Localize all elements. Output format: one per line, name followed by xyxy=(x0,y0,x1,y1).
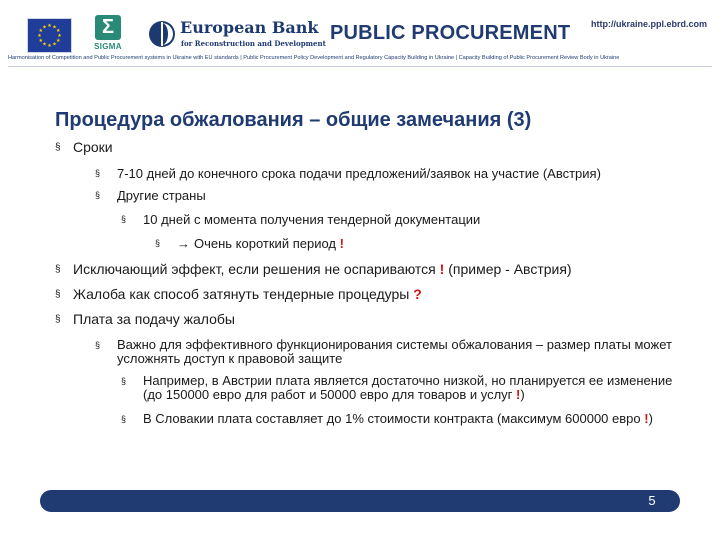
bullet-text: 7-10 дней до конечного срока подачи предложений/заявок на участие (Австрия) xyxy=(117,166,601,181)
svg-text:★: ★ xyxy=(55,38,61,44)
closing-paren: ) xyxy=(648,411,653,426)
footer-bar xyxy=(40,490,680,512)
bullet-text xyxy=(143,374,681,402)
sigma-logo xyxy=(92,15,124,53)
question-mark: ? xyxy=(413,286,422,302)
closing-paren: ) xyxy=(520,387,525,402)
svg-text:★: ★ xyxy=(57,33,62,39)
ebrd-subtitle: for Reconstruction and Development xyxy=(181,39,326,48)
exclamation-mark: ! xyxy=(439,261,445,277)
svg-text:★: ★ xyxy=(37,33,42,39)
eu-flag-logo xyxy=(27,18,72,53)
ebrd-emblem-icon xyxy=(148,20,176,48)
bullet-text: Важно для эффективного функционирования системы обжалования – размер платы может усложнять доступ к правовой защите xyxy=(117,337,672,366)
svg-text:★: ★ xyxy=(38,38,44,44)
bullet-text: Сроки xyxy=(73,139,113,155)
exclamation-mark: ! xyxy=(644,411,649,426)
eu-stars-icon xyxy=(28,19,71,52)
svg-text:★: ★ xyxy=(42,24,47,31)
svg-text:★: ★ xyxy=(42,41,47,48)
bullet-marker: § xyxy=(55,314,61,325)
bullet-marker: § xyxy=(55,289,61,300)
bullet-marker: § xyxy=(55,264,61,275)
very-short-text: Очень короткий период xyxy=(194,236,336,251)
slide-title: Процедура обжалования – общие замечания (3) xyxy=(55,109,532,131)
bullet-marker: § xyxy=(121,214,127,224)
sigma-icon: Σ xyxy=(95,15,121,40)
complaint-delay-text: Жалоба как способ затянуть тендерные процедуры xyxy=(73,286,410,302)
ebrd-name: European Bank xyxy=(180,18,319,37)
svg-text:★: ★ xyxy=(38,28,44,34)
arrow-right-icon: → xyxy=(177,236,190,251)
site-url-link[interactable]: http://ukraine.ppl.ebrd.com xyxy=(591,19,708,29)
svg-text:★: ★ xyxy=(52,41,57,48)
bullet-marker: § xyxy=(121,414,127,424)
bullet-text: Плата за подачу жалобы xyxy=(73,311,235,327)
bullet-marker: § xyxy=(95,168,101,178)
bullet-text: Другие страны xyxy=(117,188,206,203)
exclusion-tail: (пример - Австрия) xyxy=(448,261,572,277)
svg-text:★: ★ xyxy=(55,28,61,34)
bullet-text xyxy=(73,262,572,277)
austria-fee-text: Например, в Австрии плата является достаточно низкой, но планируется ее изменение (до 150000 евро для работ и 50000 евро для товаров и услуг xyxy=(143,373,673,402)
header-tagline: Harmonisation of Competition and Public Procurement systems in Ukraine with EU standards | Public Procurement Policy Development and Regulatory Capacity Building in Ukraine | Capacity Building of Public Procurement Review Body in Ukraine xyxy=(8,55,620,61)
slovakia-fee-text: В Словакии плата составляет до 1% стоимости контракта (максимум 600000 евро xyxy=(143,411,641,426)
exclusion-text: Исключающий эффект, если решения не оспариваются xyxy=(73,261,436,277)
bullet-text xyxy=(143,412,681,426)
svg-text:★: ★ xyxy=(52,24,57,31)
bullet-text: 10 дней с момента получения тендерной документации xyxy=(143,212,481,227)
header-banner xyxy=(0,0,720,70)
svg-text:★: ★ xyxy=(47,23,52,29)
bullet-marker: § xyxy=(95,190,101,200)
page-number: 5 xyxy=(648,493,656,508)
program-title: PUBLIC PROCUREMENT xyxy=(330,22,571,44)
sigma-label: SIGMA xyxy=(94,42,122,51)
bullet-marker: § xyxy=(55,142,61,153)
bullet-text xyxy=(177,236,344,251)
exclamation-mark: ! xyxy=(339,236,344,251)
svg-text:★: ★ xyxy=(47,43,52,49)
bullet-marker: § xyxy=(155,238,161,248)
bullet-marker: § xyxy=(121,376,127,386)
ebrd-logo xyxy=(148,18,326,52)
bullet-marker: § xyxy=(95,340,101,350)
exclamation-mark: ! xyxy=(516,387,521,402)
bullet-text xyxy=(73,287,422,302)
header-divider xyxy=(8,66,712,67)
